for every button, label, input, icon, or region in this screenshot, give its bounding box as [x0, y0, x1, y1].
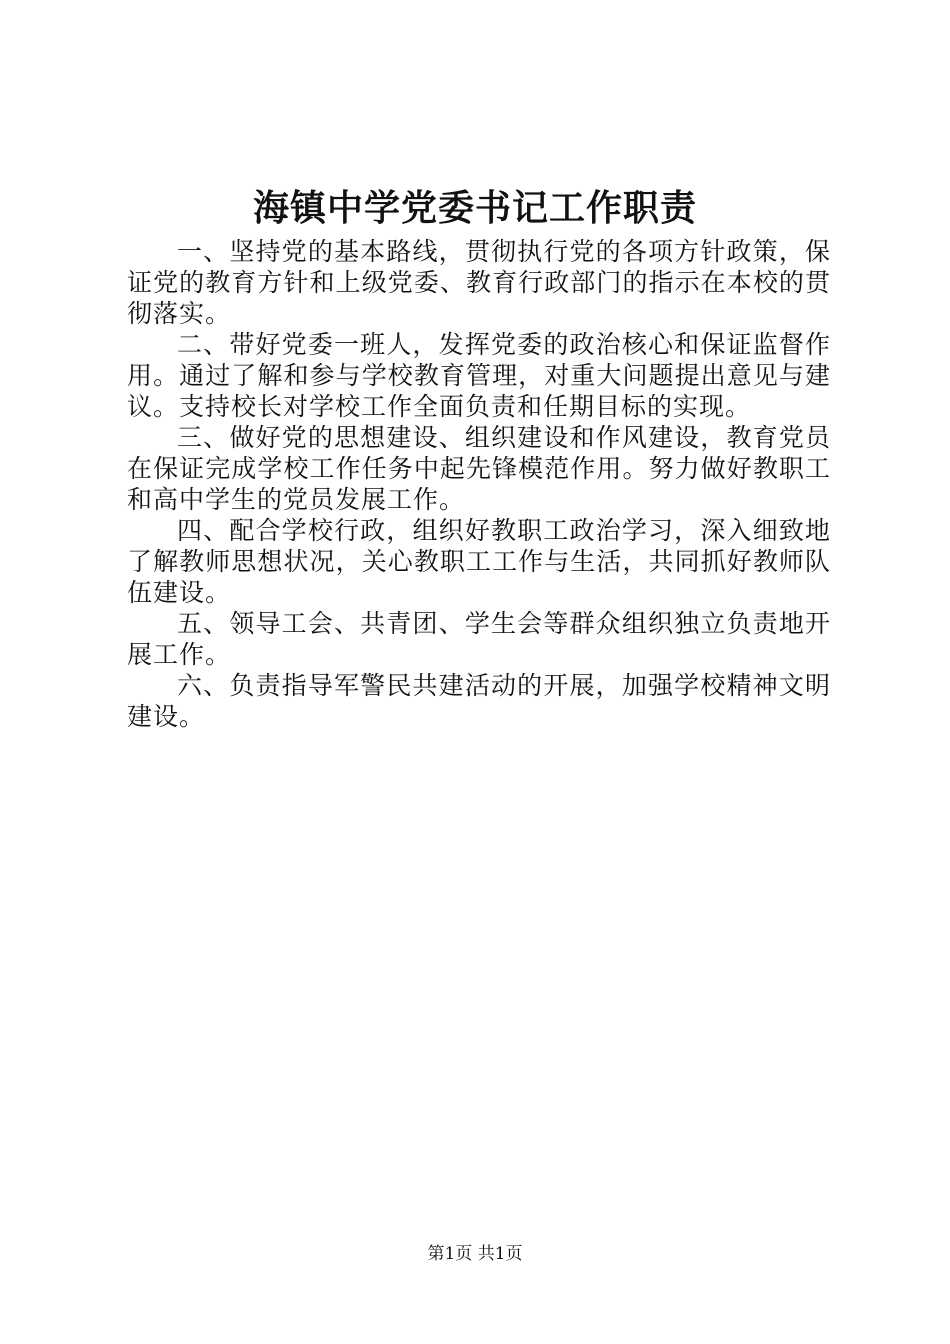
paragraph-3: 三、做好党的思想建设、组织建设和作风建设，教育党员在保证完成学校工作任务中起先锋模范作用。努力做好教职工和高中学生的党员发展工作。: [127, 423, 831, 514]
paragraph-4: 四、配合学校行政，组织好教职工政治学习，深入细致地了解教师思想状况，关心教职工工作与生活，共同抓好教师队伍建设。: [127, 516, 831, 607]
page-footer: 第1页 共1页: [427, 1244, 523, 1264]
paragraph-1: 一、坚持党的基本路线，贯彻执行党的各项方针政策，保证党的教育方针和上级党委、教育行政部门的指示在本校的贯彻落实。: [127, 237, 831, 328]
document-body: [127, 236, 831, 732]
paragraph-2: 二、带好党委一班人，发挥党委的政治核心和保证监督作用。通过了解和参与学校教育管理，对重大问题提出意见与建议。支持校长对学校工作全面负责和任期目标的实现。: [127, 330, 831, 421]
document-title: 海镇中学党委书记工作职责: [252, 187, 697, 229]
paragraph-5: 五、领导工会、共青团、学生会等群众组织独立负责地开展工作。: [127, 609, 831, 669]
paragraph-6: 六、负责指导军警民共建活动的开展，加强学校精神文明建设。: [127, 671, 831, 731]
